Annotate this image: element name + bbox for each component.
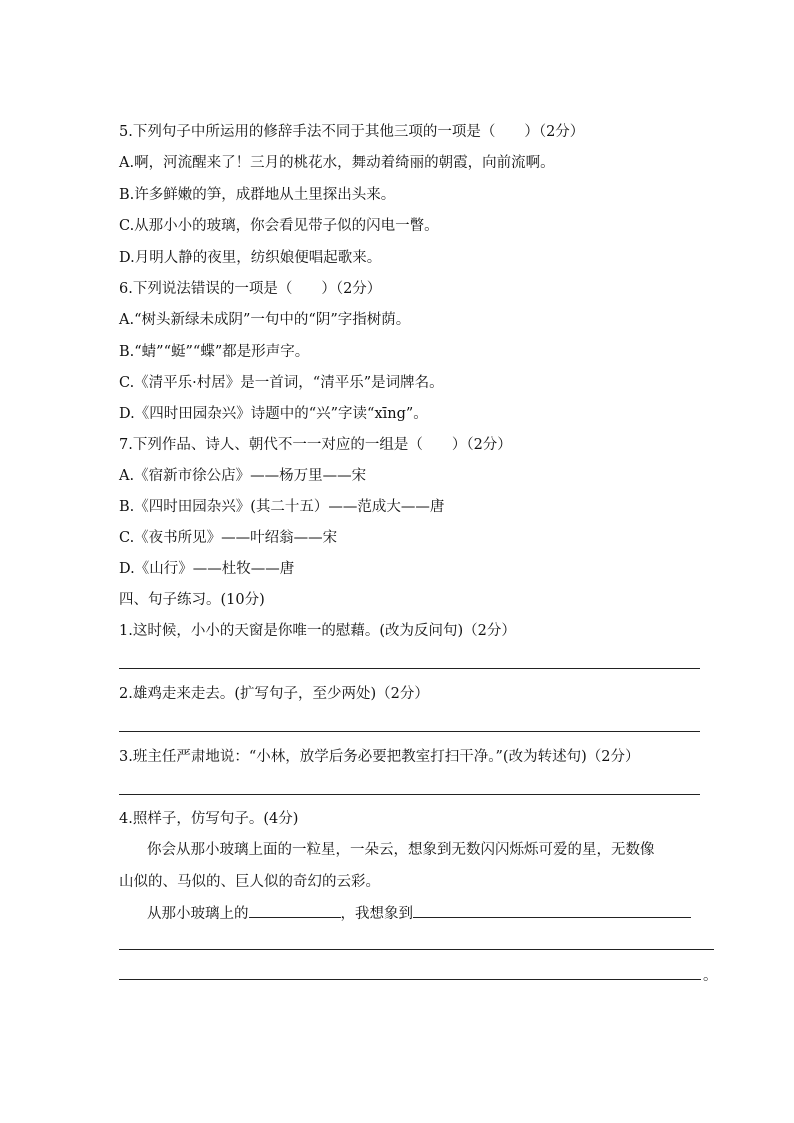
sentence-q1-prompt: 1.这时候，小小的天窗是你唯一的慰藉。(改为反问句)（2分） <box>119 623 516 639</box>
question-5-option-a[interactable]: A.啊，河流醒来了！三月的桃花水，舞动着绮丽的朝霞，向前流啊。 <box>119 155 555 171</box>
example-sentence-line-1: 你会从那小玻璃上面的一粒星，一朵云，想象到无数闪闪烁烁可爱的星，无数像 <box>147 842 655 858</box>
section-4-heading: 四、句子练习。(10分) <box>119 592 265 608</box>
question-5-option-c[interactable]: C.从那小小的玻璃，你会看见带子似的闪电一瞥。 <box>119 218 439 234</box>
fill-blank-1[interactable] <box>249 903 341 918</box>
fill-prefix: 从那小玻璃上的 <box>147 906 249 922</box>
fill-middle: ，我想象到 <box>340 906 413 922</box>
sentence-q1-answer-line[interactable] <box>119 668 700 669</box>
question-7-option-d[interactable]: D.《山行》——杜牧——唐 <box>119 561 295 577</box>
question-6-option-b[interactable]: B.“蜻”“蜓”“蝶”都是形声字。 <box>119 344 310 360</box>
question-7-option-b[interactable]: B.《四时田园杂兴》(其二十五）——范成大——唐 <box>119 499 445 515</box>
question-5-option-d[interactable]: D.月明人静的夜里，纺织娘便唱起歌来。 <box>119 250 382 266</box>
fill-blank-2[interactable] <box>413 903 691 918</box>
sentence-q3-prompt: 3.班主任严肃地说：“小林，放学后务必要把教室打扫干净。”(改为转述句)（2分） <box>119 749 640 765</box>
question-7-option-c[interactable]: C.《夜书所见》——叶绍翁——宋 <box>119 530 338 546</box>
example-sentence-line-2: 山似的、马似的、巨人似的奇幻的云彩。 <box>119 874 380 890</box>
fill-in-sentence <box>147 903 691 923</box>
question-6-stem: 6.下列说法错误的一项是（ ）（2分） <box>119 281 382 297</box>
question-6-option-c[interactable]: C.《清平乐·村居》是一首词，“清平乐”是词牌名。 <box>119 375 444 391</box>
question-7-stem: 7.下列作品、诗人、朝代不一一对应的一组是（ ）（2分） <box>119 437 512 453</box>
question-7-option-a[interactable]: A.《宿新市徐公店》——杨万里——宋 <box>119 468 367 484</box>
sentence-q3-answer-line[interactable] <box>119 794 700 795</box>
sentence-q2-prompt: 2.雄鸡走来走去。(扩写句子，至少两处)（2分） <box>119 686 429 702</box>
question-5-stem: 5.下列句子中所运用的修辞手法不同于其他三项的一项是（ ）（2分） <box>119 124 585 140</box>
sentence-q2-answer-line[interactable] <box>119 731 700 732</box>
question-6-option-a[interactable]: A.“树头新绿未成阴”一句中的“阴”字指树荫。 <box>119 312 411 328</box>
sentence-q4-prompt: 4.照样子，仿写句子。(4分) <box>119 811 299 827</box>
question-5-option-b[interactable]: B.许多鲜嫩的笋，成群地从土里探出头来。 <box>119 187 396 203</box>
fill-continuation-line-1[interactable] <box>119 949 714 950</box>
fill-continuation-line-2[interactable] <box>119 979 701 980</box>
end-period: 。 <box>703 968 718 984</box>
question-6-option-d[interactable]: D.《四时田园杂兴》诗题中的“兴”字读“xīng”。 <box>119 406 428 422</box>
